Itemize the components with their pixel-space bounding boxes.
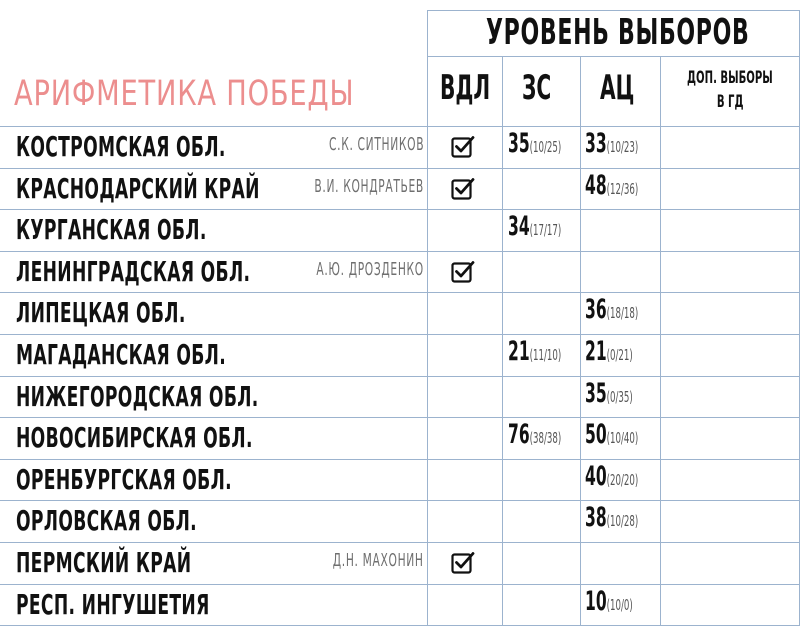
ac-value [585,378,633,409]
checkbox-checked-icon [451,259,475,283]
region-name: НОВОСИБИРСКАЯ ОБЛ. [16,421,253,454]
ac-value-detail: (10/28) [606,512,639,530]
column-header-zs: ЗС [522,68,552,108]
region-name: МАГАДАНСКАЯ ОБЛ. [16,338,227,371]
grid-horizontal-line [0,459,800,460]
checkbox-checked-icon [451,176,475,200]
governor-name: Д.Н. МАХОНИН [333,550,424,571]
grid-vertical-line [502,56,503,625]
region-name: ЛЕНИНГРАДСКАЯ ОБЛ. [16,255,251,288]
ac-value-detail: (18/18) [606,304,639,322]
checkbox-checked-icon [451,550,475,574]
region-name: ЛИПЕЦКАЯ ОБЛ. [16,296,186,329]
ac-value [585,170,638,201]
ac-value-detail: (10/23) [606,138,639,156]
grid-vertical-line [427,10,428,625]
ac-value-detail: (0/35) [606,388,633,406]
region-name: КОСТРОМСКАЯ ОБЛ. [16,130,226,163]
level-title: УРОВЕНЬ ВЫБОРОВ [486,12,750,53]
grid-vertical-line [660,56,661,625]
grid-horizontal-line [427,10,800,11]
ac-value-number: 48 [585,170,607,201]
column-header-extra-line2: В ГД [716,92,744,112]
ac-value-number: 35 [585,378,607,409]
zs-value-detail: (38/38) [529,429,562,447]
grid-horizontal-line [0,292,800,293]
grid-horizontal-line [0,209,800,210]
governor-name: В.И. КОНДРАТЬЕВ [314,176,424,197]
grid-horizontal-line [0,542,800,543]
zs-value-number: 34 [508,211,530,242]
column-header-extra-elections [660,66,800,114]
region-name: РЕСП. ИНГУШЕТИЯ [16,588,210,621]
grid-vertical-line [580,56,581,625]
ac-value [585,294,638,325]
ac-value-number: 10 [585,586,607,617]
region-name: КУРГАНСКАЯ ОБЛ. [16,213,207,246]
governor-name: А.Ю. ДРОЗДЕНКО [316,259,424,280]
ac-value [585,461,638,492]
region-name: ПЕРМСКИЙ КРАЙ [16,546,192,579]
zs-value-detail: (17/17) [529,221,562,239]
zs-value [508,419,561,450]
page-title: АРИФМЕТИКА ПОБЕДЫ [14,74,355,114]
region-name: ОРЕНБУРГСКАЯ ОБЛ. [16,463,232,496]
ac-value-number: 40 [585,461,607,492]
checkbox-checked-icon [451,134,475,158]
ac-value-number: 21 [585,336,607,367]
zs-value-detail: (11/10) [529,346,562,364]
ac-value [585,502,638,533]
grid-horizontal-line [0,584,800,585]
region-name: КРАСНОДАРСКИЙ КРАЙ [16,172,260,205]
governor-name: С.К. СИТНИКОВ [328,134,424,155]
grid-horizontal-line [0,334,800,335]
grid-horizontal-line [0,500,800,501]
ac-value-number: 36 [585,294,607,325]
ac-value [585,586,633,617]
column-header-vdl: ВДЛ [440,68,491,108]
ac-value-number: 50 [585,419,607,450]
ac-value-detail: (12/36) [606,180,639,198]
zs-value-detail: (10/25) [529,138,562,156]
region-name: ОРЛОВСКАЯ ОБЛ. [16,504,198,537]
grid-horizontal-line [0,417,800,418]
grid-horizontal-line [0,251,800,252]
zs-value-number: 76 [508,419,530,450]
zs-value [508,211,561,242]
ac-value-number: 38 [585,502,607,533]
grid-horizontal-line [0,168,800,169]
ac-value-detail: (0/21) [606,346,633,364]
ac-value [585,128,638,159]
zs-value-number: 35 [508,128,530,159]
ac-value-number: 33 [585,128,607,159]
ac-value-detail: (10/0) [606,596,633,614]
grid-horizontal-line [427,56,800,57]
grid-horizontal-line [0,376,800,377]
zs-value-number: 21 [508,336,530,367]
grid-horizontal-line [0,126,800,127]
ac-value [585,419,638,450]
column-header-ac: АЦ [600,68,635,108]
column-header-extra-line1: ДОП. ВЫБОРЫ [687,68,773,88]
region-name: НИЖЕГОРОДСКАЯ ОБЛ. [16,380,259,413]
zs-value [508,128,561,159]
zs-value [508,336,561,367]
ac-value-detail: (20/20) [606,471,639,489]
ac-value [585,336,633,367]
ac-value-detail: (10/40) [606,429,639,447]
